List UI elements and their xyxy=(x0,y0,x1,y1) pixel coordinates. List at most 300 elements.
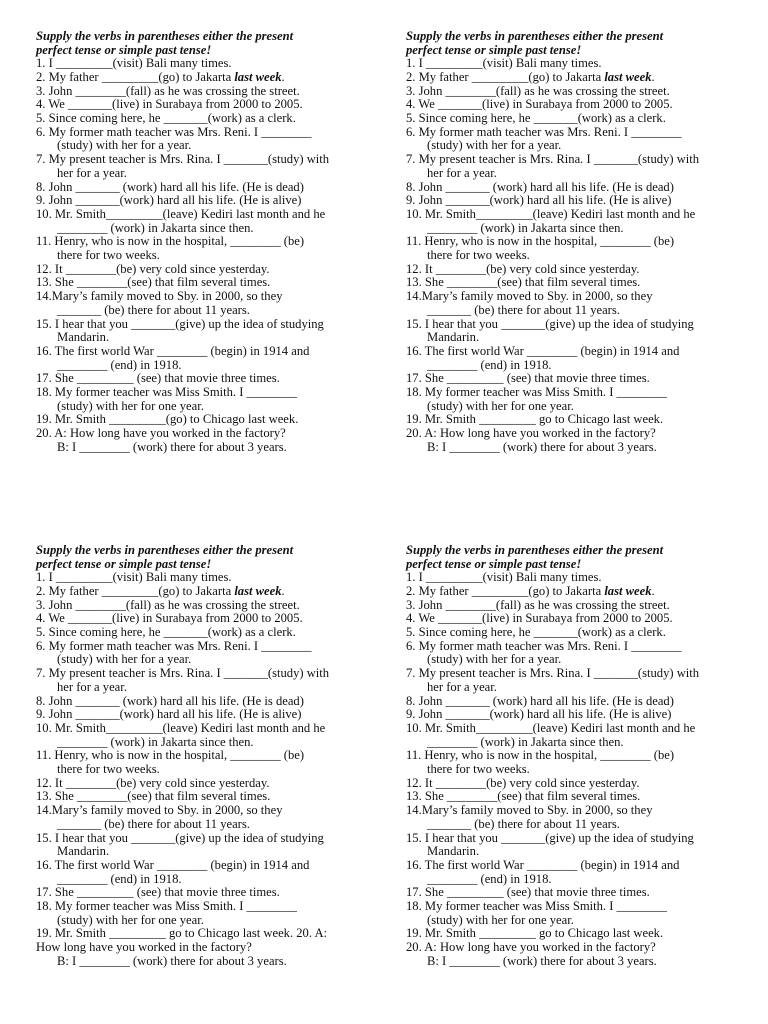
exercise-line xyxy=(36,640,371,654)
exercise-text: 19. Mr. Smith _________ go to Chicago last week. xyxy=(406,412,664,427)
exercise-text: 1. I _________(visit) Bali many times. xyxy=(36,570,232,585)
exercise-item xyxy=(36,585,371,599)
exercise-text: 6. My former math teacher was Mrs. Reni. I ________ xyxy=(406,638,682,653)
exercise-line xyxy=(406,427,741,441)
instructions-line: perfect tense or simple past tense! xyxy=(406,556,582,571)
exercise-text: 5. Since coming here, he _______(work) as a clerk. xyxy=(36,625,296,639)
exercise-item xyxy=(406,941,741,968)
exercise-line xyxy=(36,736,371,750)
exercise-text: 6. My former math teacher was Mrs. Reni. I ________ xyxy=(406,124,682,139)
exercise-item xyxy=(36,413,371,427)
exercise-text: 8. John _______ (work) hard all his life. (He is dead) xyxy=(406,179,674,194)
exercise-text: 7. My present teacher is Mrs. Rina. I _______(study) with xyxy=(406,666,700,681)
exercise-line xyxy=(406,722,741,736)
exercise-line xyxy=(406,153,741,167)
exercise-item xyxy=(36,112,371,126)
exercise-line xyxy=(406,708,741,722)
exercise-line xyxy=(406,900,741,914)
exercise-text: ________ (work) in Jakarta since then. xyxy=(57,220,254,235)
exercise-line xyxy=(406,413,741,427)
exercise-line xyxy=(36,722,371,736)
exercise-item xyxy=(406,372,741,386)
exercise-item xyxy=(406,427,741,454)
exercise-text: 10. Mr. Smith_________(leave) Kediri last month and he xyxy=(406,720,696,735)
exercise-item xyxy=(406,263,741,277)
exercise-line xyxy=(36,359,371,373)
exercise-item xyxy=(406,208,741,235)
exercise-text: 7. My present teacher is Mrs. Rina. I _______(study) with xyxy=(36,666,330,681)
exercise-text: 10. Mr. Smith_________(leave) Kediri last month and he xyxy=(406,206,696,221)
instructions-line: perfect tense or simple past tense! xyxy=(36,556,212,571)
exercise-text: 7. My present teacher is Mrs. Rina. I _______(study) with xyxy=(406,152,700,167)
exercise-line xyxy=(36,318,371,332)
exercise-item xyxy=(36,57,371,71)
exercise-text: 18. My former teacher was Miss Smith. I ________ xyxy=(36,385,297,400)
exercise-line xyxy=(36,777,371,791)
exercise-line xyxy=(406,585,741,599)
exercise-line xyxy=(36,400,371,414)
exercise-line xyxy=(36,276,371,290)
exercise-text: 11. Henry, who is now in the hospital, ________ (be) xyxy=(406,234,675,249)
exercise-item xyxy=(406,153,741,180)
exercise-text: (study) with her for one year. xyxy=(57,912,204,927)
exercise-text: 17. She _________ (see) that movie three times. xyxy=(36,885,280,900)
exercise-line xyxy=(406,749,741,763)
exercise-item xyxy=(406,886,741,900)
exercise-line xyxy=(36,612,371,626)
exercise-item xyxy=(406,235,741,262)
exercise-line xyxy=(406,181,741,195)
exercise-item xyxy=(36,427,371,454)
worksheet-bottom-right xyxy=(406,544,741,969)
exercise-text: 10. Mr. Smith_________(leave) Kediri last month and he xyxy=(36,206,326,221)
exercise-line xyxy=(406,222,741,236)
exercise-line xyxy=(406,400,741,414)
trailing-text: . xyxy=(281,69,285,84)
exercise-text: ________ (work) in Jakarta since then. xyxy=(427,220,624,235)
exercise-line xyxy=(36,441,371,455)
exercise-line xyxy=(406,57,741,71)
exercise-text: 13. She ________(see) that film several times. xyxy=(36,789,271,804)
exercise-text: ________ (end) in 1918. xyxy=(57,871,182,886)
exercise-text: (study) with her for a year. xyxy=(57,652,192,667)
exercise-item xyxy=(36,153,371,180)
exercise-line xyxy=(406,681,741,695)
exercise-text: 15. I hear that you _______(give) up the idea of studying xyxy=(406,316,694,331)
exercise-text: 15. I hear that you _______(give) up the idea of studying xyxy=(36,830,324,845)
exercise-line xyxy=(406,167,741,181)
exercise-line xyxy=(36,599,371,613)
exercise-line xyxy=(406,372,741,386)
exercise-line xyxy=(406,208,741,222)
exercise-line xyxy=(36,331,371,345)
exercise-line xyxy=(406,790,741,804)
exercise-item xyxy=(36,98,371,112)
exercise-line xyxy=(36,804,371,818)
exercise-text: 18. My former teacher was Miss Smith. I ________ xyxy=(36,899,297,914)
exercise-line xyxy=(36,71,371,85)
exercise-text: 17. She _________ (see) that movie three times. xyxy=(406,371,650,386)
exercise-text: 19. Mr. Smith _________(go) to Chicago last week. xyxy=(36,412,299,427)
exercise-item xyxy=(406,57,741,71)
instructions-line: perfect tense or simple past tense! xyxy=(36,42,212,57)
exercise-line xyxy=(406,139,741,153)
exercise-line xyxy=(36,873,371,887)
exercise-line xyxy=(36,345,371,359)
exercise-line xyxy=(406,331,741,345)
instructions-line: Supply the verbs in parentheses either the present xyxy=(406,29,664,43)
exercise-line xyxy=(406,112,741,126)
exercise-text: _______ (be) there for about 11 years. xyxy=(57,816,250,831)
exercise-text: her for a year. xyxy=(427,165,497,180)
exercise-list xyxy=(36,57,371,454)
exercise-line xyxy=(36,914,371,928)
exercise-text: 14.Mary’s family moved to Sby. in 2000, so they xyxy=(406,803,653,818)
exercise-line xyxy=(36,626,371,640)
exercise-line xyxy=(36,941,371,955)
exercise-line xyxy=(406,126,741,140)
exercise-line xyxy=(36,126,371,140)
exercise-text: 8. John _______ (work) hard all his life. (He is dead) xyxy=(36,693,304,708)
exercise-item xyxy=(406,276,741,290)
exercise-text: 3. John ________(fall) as he was crossing the street. xyxy=(406,597,670,612)
exercise-line xyxy=(406,441,741,455)
exercise-text: 13. She ________(see) that film several times. xyxy=(406,275,641,290)
exercise-item xyxy=(406,71,741,85)
exercise-line xyxy=(36,749,371,763)
emphasized-text: last week xyxy=(234,69,282,84)
exercise-item xyxy=(36,886,371,900)
exercise-text: 16. The first world War ________ (begin) in 1914 and xyxy=(406,857,680,872)
exercise-line xyxy=(406,359,741,373)
worksheet-instructions xyxy=(36,30,371,57)
exercise-item xyxy=(36,235,371,262)
exercise-line xyxy=(36,263,371,277)
exercise-item xyxy=(36,695,371,709)
exercise-line xyxy=(36,235,371,249)
exercise-text: 2. My father _________(go) to Jakarta xyxy=(406,69,605,84)
emphasized-text: last week xyxy=(234,583,282,598)
exercise-item xyxy=(406,626,741,640)
exercise-text: ________ (end) in 1918. xyxy=(427,357,552,372)
exercise-line xyxy=(36,386,371,400)
exercise-item xyxy=(406,667,741,694)
exercise-text: 14.Mary’s family moved to Sby. in 2000, so they xyxy=(36,289,283,304)
exercise-item xyxy=(36,345,371,372)
exercise-text: 13. She ________(see) that film several times. xyxy=(36,275,271,290)
exercise-line xyxy=(36,585,371,599)
exercise-line xyxy=(406,804,741,818)
worksheet-instructions xyxy=(406,30,741,57)
exercise-text: 9. John _______(work) hard all his life. (He is alive) xyxy=(36,707,302,722)
exercise-text: 18. My former teacher was Miss Smith. I ________ xyxy=(406,385,667,400)
exercise-line xyxy=(406,763,741,777)
exercise-line xyxy=(36,571,371,585)
exercise-text: 5. Since coming here, he _______(work) as a clerk. xyxy=(36,111,296,125)
exercise-item xyxy=(36,599,371,613)
exercise-text: B: I ________ (work) there for about 3 years. xyxy=(427,953,657,968)
trailing-text: . xyxy=(651,69,655,84)
exercise-item xyxy=(36,318,371,345)
exercise-text: 2. My father _________(go) to Jakarta xyxy=(36,69,235,84)
exercise-text: 11. Henry, who is now in the hospital, ________ (be) xyxy=(36,748,305,763)
exercise-line xyxy=(406,571,741,585)
exercise-line xyxy=(36,57,371,71)
exercise-item xyxy=(36,85,371,99)
exercise-text: (study) with her for a year. xyxy=(57,138,192,153)
exercise-line xyxy=(406,653,741,667)
exercise-line xyxy=(36,413,371,427)
exercise-item xyxy=(36,571,371,585)
trailing-text: . xyxy=(281,583,285,598)
exercise-text: 8. John _______ (work) hard all his life. (He is dead) xyxy=(36,179,304,194)
exercise-text: 10. Mr. Smith_________(leave) Kediri last month and he xyxy=(36,720,326,735)
instructions-line: Supply the verbs in parentheses either the present xyxy=(36,29,294,43)
exercise-text: _______ (be) there for about 11 years. xyxy=(427,816,620,831)
exercise-line xyxy=(406,626,741,640)
exercise-line xyxy=(406,599,741,613)
exercise-item xyxy=(36,386,371,413)
exercise-text: B: I ________ (work) there for about 3 years. xyxy=(57,439,287,454)
exercise-text: 3. John ________(fall) as he was crossing the street. xyxy=(406,83,670,98)
exercise-item xyxy=(36,626,371,640)
exercise-line xyxy=(36,832,371,846)
exercise-line xyxy=(36,304,371,318)
emphasized-text: last week xyxy=(604,69,652,84)
exercise-item xyxy=(406,804,741,831)
exercise-line xyxy=(406,873,741,887)
exercise-text: 16. The first world War ________ (begin) in 1914 and xyxy=(36,343,310,358)
exercise-line xyxy=(36,955,371,969)
exercise-item xyxy=(406,194,741,208)
exercise-text: 17. She _________ (see) that movie three times. xyxy=(406,885,650,900)
exercise-line xyxy=(36,208,371,222)
exercise-line xyxy=(406,290,741,304)
exercise-text: 2. My father _________(go) to Jakarta xyxy=(36,583,235,598)
exercise-line xyxy=(406,736,741,750)
exercise-line xyxy=(36,139,371,153)
exercise-item xyxy=(36,749,371,776)
exercise-line xyxy=(406,612,741,626)
exercise-item xyxy=(36,927,371,968)
exercise-text: 3. John ________(fall) as he was crossing the street. xyxy=(36,83,300,98)
exercise-line xyxy=(406,941,741,955)
exercise-list xyxy=(406,571,741,968)
exercise-line xyxy=(36,98,371,112)
exercise-item xyxy=(406,695,741,709)
exercise-text: her for a year. xyxy=(57,679,127,694)
exercise-item xyxy=(406,640,741,667)
exercise-text: 7. My present teacher is Mrs. Rina. I _______(study) with xyxy=(36,152,330,167)
exercise-line xyxy=(406,276,741,290)
exercise-text: 9. John _______(work) hard all his life. (He is alive) xyxy=(406,707,672,722)
exercise-line xyxy=(36,372,371,386)
exercise-text: 6. My former math teacher was Mrs. Reni. I ________ xyxy=(36,124,312,139)
exercise-item xyxy=(406,612,741,626)
exercise-text: (study) with her for a year. xyxy=(427,138,562,153)
exercise-item xyxy=(406,85,741,99)
exercise-line xyxy=(36,222,371,236)
exercise-item xyxy=(36,722,371,749)
exercise-line xyxy=(36,708,371,722)
exercise-item xyxy=(406,790,741,804)
exercise-line xyxy=(36,681,371,695)
worksheet-top-right xyxy=(406,30,741,455)
exercise-item xyxy=(36,612,371,626)
exercise-item xyxy=(36,126,371,153)
exercise-line xyxy=(406,886,741,900)
exercise-line xyxy=(406,695,741,709)
exercise-list xyxy=(36,571,371,968)
exercise-text: her for a year. xyxy=(427,679,497,694)
exercise-text: _______ (be) there for about 11 years. xyxy=(57,302,250,317)
exercise-item xyxy=(406,126,741,153)
exercise-text: 15. I hear that you _______(give) up the idea of studying xyxy=(406,830,694,845)
exercise-item xyxy=(406,777,741,791)
exercise-text: 19. Mr. Smith _________ go to Chicago last week. xyxy=(406,926,664,941)
exercise-line xyxy=(406,304,741,318)
exercise-text: Mandarin. xyxy=(427,844,480,859)
exercise-line xyxy=(406,914,741,928)
exercise-line xyxy=(406,249,741,263)
exercise-item xyxy=(406,98,741,112)
exercise-item xyxy=(406,345,741,372)
exercise-item xyxy=(406,599,741,613)
trailing-text: . xyxy=(651,583,655,598)
exercise-line xyxy=(406,345,741,359)
exercise-line xyxy=(36,85,371,99)
exercise-item xyxy=(406,927,741,941)
exercise-line xyxy=(406,859,741,873)
exercise-text: 6. My former math teacher was Mrs. Reni. I ________ xyxy=(36,638,312,653)
exercise-item xyxy=(406,112,741,126)
exercise-text: 11. Henry, who is now in the hospital, ________ (be) xyxy=(406,748,675,763)
exercise-text: 4. We _______(live) in Surabaya from 2000 to 2005. xyxy=(36,611,303,626)
exercise-item xyxy=(406,413,741,427)
exercise-text: 12. It ________(be) very cold since yesterday. xyxy=(36,775,270,790)
exercise-line xyxy=(36,667,371,681)
exercise-text: 1. I _________(visit) Bali many times. xyxy=(406,56,602,71)
exercise-text: 2. My father _________(go) to Jakarta xyxy=(406,583,605,598)
exercise-item xyxy=(406,859,741,886)
exercise-line xyxy=(406,777,741,791)
exercise-item xyxy=(406,585,741,599)
exercise-text: there for two weeks. xyxy=(427,762,530,777)
exercise-item xyxy=(36,667,371,694)
exercise-item xyxy=(36,194,371,208)
exercise-item xyxy=(36,832,371,859)
exercise-line xyxy=(36,927,371,941)
exercise-text: (study) with her for one year. xyxy=(427,398,574,413)
exercise-text: there for two weeks. xyxy=(57,248,160,263)
exercise-line xyxy=(406,667,741,681)
exercise-item xyxy=(406,900,741,927)
exercise-item xyxy=(406,571,741,585)
exercise-text: 1. I _________(visit) Bali many times. xyxy=(36,56,232,71)
exercise-line xyxy=(36,845,371,859)
exercise-item xyxy=(36,208,371,235)
exercise-line xyxy=(406,194,741,208)
exercise-line xyxy=(36,194,371,208)
exercise-line xyxy=(36,790,371,804)
exercise-text: Mandarin. xyxy=(427,330,480,345)
exercise-line xyxy=(406,818,741,832)
instructions-line: Supply the verbs in parentheses either the present xyxy=(406,543,664,557)
exercise-line xyxy=(406,235,741,249)
exercise-item xyxy=(36,790,371,804)
exercise-text: 3. John ________(fall) as he was crossing the street. xyxy=(36,597,300,612)
exercise-text: 16. The first world War ________ (begin) in 1914 and xyxy=(406,343,680,358)
exercise-text: How long have you worked in the factory? xyxy=(36,940,252,955)
exercise-line xyxy=(36,290,371,304)
exercise-text: _______ (be) there for about 11 years. xyxy=(427,302,620,317)
exercise-text: 8. John _______ (work) hard all his life. (He is dead) xyxy=(406,693,674,708)
exercise-line xyxy=(36,249,371,263)
exercise-item xyxy=(406,290,741,317)
exercise-text: 20. A: How long have you worked in the factory? xyxy=(36,426,286,441)
exercise-text: 12. It ________(be) very cold since yesterday. xyxy=(36,261,270,276)
exercise-line xyxy=(406,71,741,85)
exercise-line xyxy=(36,167,371,181)
exercise-item xyxy=(406,832,741,859)
exercise-line xyxy=(36,112,371,126)
exercise-item xyxy=(406,318,741,345)
exercise-text: (study) with her for one year. xyxy=(57,398,204,413)
exercise-item xyxy=(36,276,371,290)
worksheet-instructions xyxy=(406,544,741,571)
exercise-text: (study) with her for a year. xyxy=(427,652,562,667)
exercise-item xyxy=(36,708,371,722)
exercise-item xyxy=(406,386,741,413)
exercise-item xyxy=(36,71,371,85)
exercise-text: 16. The first world War ________ (begin) in 1914 and xyxy=(36,857,310,872)
exercise-text: 9. John _______(work) hard all his life. (He is alive) xyxy=(36,193,302,208)
exercise-line xyxy=(406,263,741,277)
exercise-line xyxy=(36,900,371,914)
exercise-line xyxy=(406,955,741,969)
exercise-text: ________ (work) in Jakarta since then. xyxy=(57,734,254,749)
exercise-item xyxy=(36,372,371,386)
exercise-line xyxy=(406,640,741,654)
exercise-list xyxy=(406,57,741,454)
exercise-text: (study) with her for one year. xyxy=(427,912,574,927)
exercise-text: 9. John _______(work) hard all his life. (He is alive) xyxy=(406,193,672,208)
exercise-item xyxy=(36,181,371,195)
exercise-line xyxy=(36,153,371,167)
exercise-text: 15. I hear that you _______(give) up the idea of studying xyxy=(36,316,324,331)
exercise-text: 14.Mary’s family moved to Sby. in 2000, so they xyxy=(406,289,653,304)
exercise-text: 12. It ________(be) very cold since yesterday. xyxy=(406,775,640,790)
exercise-item xyxy=(406,181,741,195)
exercise-text: 20. A: How long have you worked in the factory? xyxy=(406,940,656,955)
instructions-line: Supply the verbs in parentheses either the present xyxy=(36,543,294,557)
exercise-line xyxy=(36,818,371,832)
exercise-line xyxy=(406,927,741,941)
exercise-line xyxy=(36,886,371,900)
exercise-text: B: I ________ (work) there for about 3 years. xyxy=(57,953,287,968)
exercise-text: 19. Mr. Smith _________ go to Chicago last week. 20. A: xyxy=(36,926,328,941)
exercise-text: 17. She _________ (see) that movie three times. xyxy=(36,371,280,386)
exercise-text: 12. It ________(be) very cold since yesterday. xyxy=(406,261,640,276)
exercise-text: 20. A: How long have you worked in the factory? xyxy=(406,426,656,441)
exercise-item xyxy=(36,804,371,831)
worksheet-instructions xyxy=(36,544,371,571)
exercise-line xyxy=(36,653,371,667)
exercise-text: 1. I _________(visit) Bali many times. xyxy=(406,570,602,585)
exercise-line xyxy=(36,763,371,777)
emphasized-text: last week xyxy=(604,583,652,598)
exercise-text: her for a year. xyxy=(57,165,127,180)
